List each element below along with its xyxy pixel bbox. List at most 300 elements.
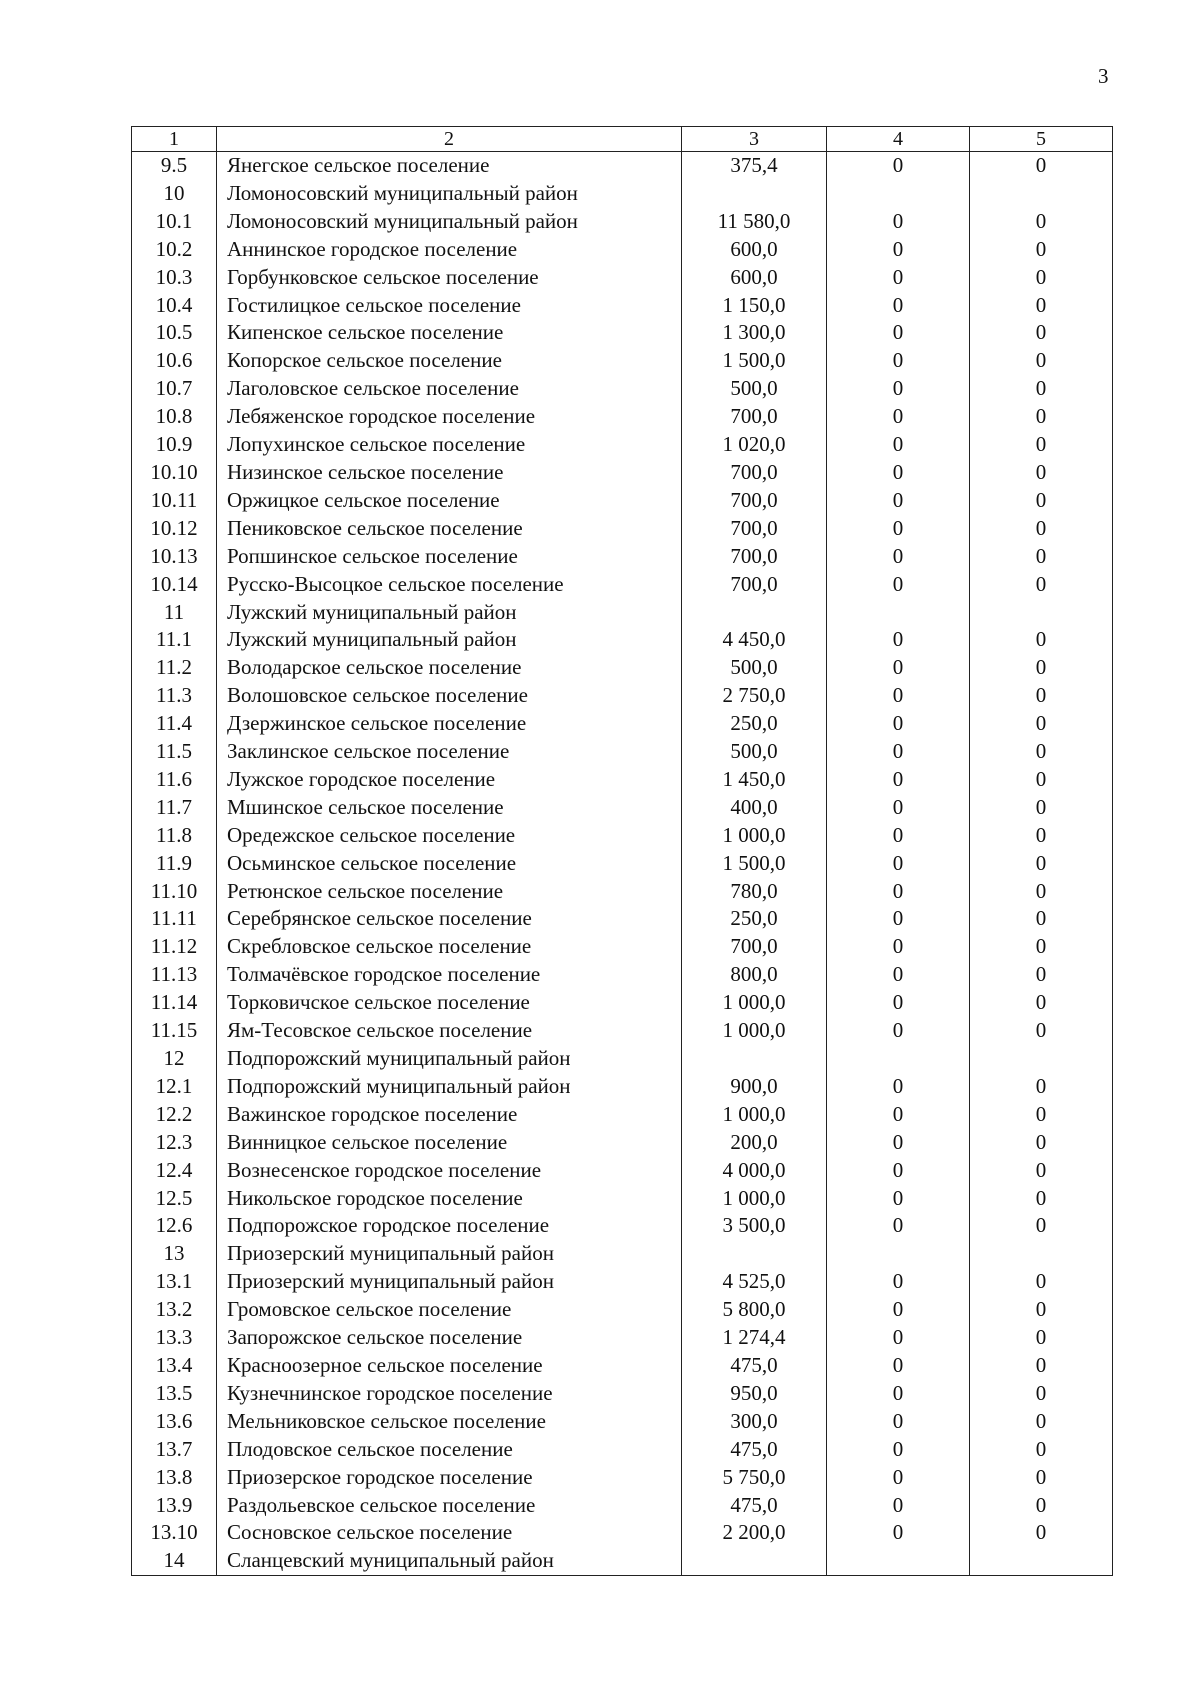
municipality-name: Мельниковское сельское поселение bbox=[217, 1408, 682, 1436]
amount-col4 bbox=[827, 1547, 970, 1575]
amount-col4: 0 bbox=[827, 710, 970, 738]
municipality-name: Приозерское городское поселение bbox=[217, 1464, 682, 1492]
amount-col3: 5 800,0 bbox=[682, 1296, 827, 1324]
amount-col4: 0 bbox=[827, 682, 970, 710]
row-number: 13.1 bbox=[132, 1268, 217, 1296]
row-number: 13.5 bbox=[132, 1380, 217, 1408]
amount-col4: 0 bbox=[827, 292, 970, 320]
amount-col3: 600,0 bbox=[682, 264, 827, 292]
amount-col3: 900,0 bbox=[682, 1073, 827, 1101]
municipality-name: Громовское сельское поселение bbox=[217, 1296, 682, 1324]
amount-col4: 0 bbox=[827, 319, 970, 347]
table-row bbox=[132, 571, 1113, 599]
row-number: 10.12 bbox=[132, 515, 217, 543]
table-body bbox=[132, 152, 1113, 1576]
amount-col3: 1 000,0 bbox=[682, 989, 827, 1017]
municipality-name: Лужский муниципальный район bbox=[217, 599, 682, 627]
table-row bbox=[132, 682, 1113, 710]
amount-col3: 700,0 bbox=[682, 515, 827, 543]
municipality-name: Ропшинское сельское поселение bbox=[217, 543, 682, 571]
row-number: 11 bbox=[132, 599, 217, 627]
table-row bbox=[132, 989, 1113, 1017]
amount-col5: 0 bbox=[970, 319, 1113, 347]
amount-col5: 0 bbox=[970, 850, 1113, 878]
municipality-name: Гостилицкое сельское поселение bbox=[217, 292, 682, 320]
row-number: 13.7 bbox=[132, 1436, 217, 1464]
amount-col5: 0 bbox=[970, 710, 1113, 738]
amount-col5: 0 bbox=[970, 766, 1113, 794]
municipality-name: Подпорожский муниципальный район bbox=[217, 1045, 682, 1073]
municipality-name: Волошовское сельское поселение bbox=[217, 682, 682, 710]
table-row bbox=[132, 1436, 1113, 1464]
municipality-name: Скребловское сельское поселение bbox=[217, 933, 682, 961]
row-number: 11.2 bbox=[132, 654, 217, 682]
amount-col3: 1 500,0 bbox=[682, 850, 827, 878]
table-row bbox=[132, 1129, 1113, 1157]
table-row bbox=[132, 1073, 1113, 1101]
row-number: 11.9 bbox=[132, 850, 217, 878]
table-row bbox=[132, 1296, 1113, 1324]
amount-col4: 0 bbox=[827, 403, 970, 431]
amount-col5: 0 bbox=[970, 459, 1113, 487]
amount-col3: 1 000,0 bbox=[682, 822, 827, 850]
amount-col3: 500,0 bbox=[682, 654, 827, 682]
amount-col4: 0 bbox=[827, 1129, 970, 1157]
municipality-name: Лужское городское поселение bbox=[217, 766, 682, 794]
municipality-name: Копорское сельское поселение bbox=[217, 347, 682, 375]
amount-col5: 0 bbox=[970, 905, 1113, 933]
amount-col4: 0 bbox=[827, 654, 970, 682]
row-number: 14 bbox=[132, 1547, 217, 1575]
amount-col3: 1 300,0 bbox=[682, 319, 827, 347]
municipality-name: Вознесенское городское поселение bbox=[217, 1157, 682, 1185]
amount-col4: 0 bbox=[827, 431, 970, 459]
amount-col3: 475,0 bbox=[682, 1436, 827, 1464]
amount-col4: 0 bbox=[827, 738, 970, 766]
amount-col5: 0 bbox=[970, 961, 1113, 989]
row-number: 13 bbox=[132, 1240, 217, 1268]
row-number: 10.2 bbox=[132, 236, 217, 264]
amount-col5: 0 bbox=[970, 1436, 1113, 1464]
amount-col4: 0 bbox=[827, 1185, 970, 1213]
amount-col5: 0 bbox=[970, 1212, 1113, 1240]
municipality-name: Сосновское сельское поселение bbox=[217, 1519, 682, 1547]
table-row bbox=[132, 1547, 1113, 1575]
amount-col5: 0 bbox=[970, 236, 1113, 264]
amount-col5: 0 bbox=[970, 1073, 1113, 1101]
table-row bbox=[132, 1017, 1113, 1045]
amount-col4: 0 bbox=[827, 1352, 970, 1380]
row-number: 11.15 bbox=[132, 1017, 217, 1045]
amount-col3: 2 750,0 bbox=[682, 682, 827, 710]
row-number: 11.14 bbox=[132, 989, 217, 1017]
municipality-name: Кузнечнинское городское поселение bbox=[217, 1380, 682, 1408]
amount-col3: 4 525,0 bbox=[682, 1268, 827, 1296]
amount-col3: 475,0 bbox=[682, 1352, 827, 1380]
table-row bbox=[132, 208, 1113, 236]
amount-col5: 0 bbox=[970, 933, 1113, 961]
page-number: 3 bbox=[1098, 64, 1109, 88]
amount-col3 bbox=[682, 1045, 827, 1073]
amount-col3: 1 450,0 bbox=[682, 766, 827, 794]
amount-col5: 0 bbox=[970, 1268, 1113, 1296]
municipality-name: Приозерский муниципальный район bbox=[217, 1240, 682, 1268]
table-row bbox=[132, 1492, 1113, 1520]
table-row bbox=[132, 1185, 1113, 1213]
table-row bbox=[132, 766, 1113, 794]
table-header-row bbox=[132, 127, 1113, 152]
amount-col5: 0 bbox=[970, 738, 1113, 766]
table-row bbox=[132, 626, 1113, 654]
amount-col3 bbox=[682, 1240, 827, 1268]
amount-col4: 0 bbox=[827, 236, 970, 264]
municipality-name: Горбунковское сельское поселение bbox=[217, 264, 682, 292]
amount-col3: 250,0 bbox=[682, 905, 827, 933]
amount-col4: 0 bbox=[827, 989, 970, 1017]
table-row bbox=[132, 905, 1113, 933]
municipality-name: Янегское сельское поселение bbox=[217, 152, 682, 180]
row-number: 10.7 bbox=[132, 375, 217, 403]
amount-col5: 0 bbox=[970, 794, 1113, 822]
table-row bbox=[132, 236, 1113, 264]
table-row bbox=[132, 180, 1113, 208]
municipality-name: Дзержинское сельское поселение bbox=[217, 710, 682, 738]
amount-col5 bbox=[970, 180, 1113, 208]
amount-col4: 0 bbox=[827, 822, 970, 850]
amount-col5: 0 bbox=[970, 1380, 1113, 1408]
municipality-name: Никольское городское поселение bbox=[217, 1185, 682, 1213]
amount-col5: 0 bbox=[970, 1519, 1113, 1547]
table-row bbox=[132, 794, 1113, 822]
amount-col5: 0 bbox=[970, 431, 1113, 459]
amount-col4 bbox=[827, 1240, 970, 1268]
municipality-name: Торковичское сельское поселение bbox=[217, 989, 682, 1017]
amount-col3: 5 750,0 bbox=[682, 1464, 827, 1492]
row-number: 11.8 bbox=[132, 822, 217, 850]
table-row bbox=[132, 152, 1113, 180]
row-number: 10.13 bbox=[132, 543, 217, 571]
row-number: 12.3 bbox=[132, 1129, 217, 1157]
amount-col4: 0 bbox=[827, 961, 970, 989]
amount-col4: 0 bbox=[827, 1436, 970, 1464]
table-row bbox=[132, 1464, 1113, 1492]
amount-col5: 0 bbox=[970, 403, 1113, 431]
table-row bbox=[132, 375, 1113, 403]
municipality-name: Оржицкое сельское поселение bbox=[217, 487, 682, 515]
amount-col5: 0 bbox=[970, 152, 1113, 180]
amount-col4: 0 bbox=[827, 933, 970, 961]
amount-col4: 0 bbox=[827, 459, 970, 487]
municipality-name: Серебрянское сельское поселение bbox=[217, 905, 682, 933]
table-row bbox=[132, 347, 1113, 375]
row-number: 10.11 bbox=[132, 487, 217, 515]
amount-col5: 0 bbox=[970, 1352, 1113, 1380]
municipality-name: Кипенское сельское поселение bbox=[217, 319, 682, 347]
amount-col4: 0 bbox=[827, 766, 970, 794]
municipality-name: Ям-Тесовское сельское поселение bbox=[217, 1017, 682, 1045]
amount-col3: 700,0 bbox=[682, 487, 827, 515]
amount-col5: 0 bbox=[970, 654, 1113, 682]
amount-col3: 1 000,0 bbox=[682, 1101, 827, 1129]
amount-col5: 0 bbox=[970, 487, 1113, 515]
municipality-name: Сланцевский муниципальный район bbox=[217, 1547, 682, 1575]
amount-col4: 0 bbox=[827, 571, 970, 599]
amount-col3 bbox=[682, 599, 827, 627]
column-header-1: 1 bbox=[132, 127, 217, 152]
row-number: 12.6 bbox=[132, 1212, 217, 1240]
amount-col5: 0 bbox=[970, 1101, 1113, 1129]
amount-col3: 700,0 bbox=[682, 543, 827, 571]
table-row bbox=[132, 515, 1113, 543]
amount-col5: 0 bbox=[970, 208, 1113, 236]
row-number: 10.6 bbox=[132, 347, 217, 375]
amount-col3: 700,0 bbox=[682, 571, 827, 599]
amount-col5: 0 bbox=[970, 1185, 1113, 1213]
amount-col3: 800,0 bbox=[682, 961, 827, 989]
row-number: 10.4 bbox=[132, 292, 217, 320]
row-number: 10.9 bbox=[132, 431, 217, 459]
row-number: 11.1 bbox=[132, 626, 217, 654]
municipality-name: Осьминское сельское поселение bbox=[217, 850, 682, 878]
row-number: 11.11 bbox=[132, 905, 217, 933]
amount-col4: 0 bbox=[827, 1157, 970, 1185]
municipality-name: Лопухинское сельское поселение bbox=[217, 431, 682, 459]
amount-col3: 1 020,0 bbox=[682, 431, 827, 459]
amount-col3: 700,0 bbox=[682, 933, 827, 961]
amount-col5: 0 bbox=[970, 1408, 1113, 1436]
row-number: 11.10 bbox=[132, 878, 217, 906]
table-row bbox=[132, 850, 1113, 878]
amount-col4 bbox=[827, 1045, 970, 1073]
municipality-name: Красноозерное сельское поселение bbox=[217, 1352, 682, 1380]
amount-col4: 0 bbox=[827, 515, 970, 543]
column-header-5: 5 bbox=[970, 127, 1113, 152]
amount-col5: 0 bbox=[970, 1492, 1113, 1520]
amount-col3: 475,0 bbox=[682, 1492, 827, 1520]
row-number: 11.6 bbox=[132, 766, 217, 794]
row-number: 12.5 bbox=[132, 1185, 217, 1213]
amount-col5 bbox=[970, 1547, 1113, 1575]
row-number: 12.1 bbox=[132, 1073, 217, 1101]
amount-col5: 0 bbox=[970, 1324, 1113, 1352]
row-number: 11.12 bbox=[132, 933, 217, 961]
row-number: 10.5 bbox=[132, 319, 217, 347]
municipality-name: Лебяженское городское поселение bbox=[217, 403, 682, 431]
table-row bbox=[132, 1519, 1113, 1547]
municipality-name: Подпорожский муниципальный район bbox=[217, 1073, 682, 1101]
amount-col5: 0 bbox=[970, 347, 1113, 375]
municipality-name: Лаголовское сельское поселение bbox=[217, 375, 682, 403]
municipality-name: Лужский муниципальный район bbox=[217, 626, 682, 654]
municipality-name: Важинское городское поселение bbox=[217, 1101, 682, 1129]
table-row bbox=[132, 459, 1113, 487]
row-number: 10.10 bbox=[132, 459, 217, 487]
row-number: 11.13 bbox=[132, 961, 217, 989]
amount-col3: 500,0 bbox=[682, 738, 827, 766]
amount-col3: 1 000,0 bbox=[682, 1017, 827, 1045]
municipality-name: Русско-Высоцкое сельское поселение bbox=[217, 571, 682, 599]
amount-col4 bbox=[827, 599, 970, 627]
amount-col3: 500,0 bbox=[682, 375, 827, 403]
amount-col4: 0 bbox=[827, 878, 970, 906]
table-row bbox=[132, 431, 1113, 459]
row-number: 11.4 bbox=[132, 710, 217, 738]
table-row bbox=[132, 1101, 1113, 1129]
amount-col5: 0 bbox=[970, 682, 1113, 710]
table-row bbox=[132, 1352, 1113, 1380]
municipality-name: Ломоносовский муниципальный район bbox=[217, 208, 682, 236]
amount-col4: 0 bbox=[827, 1408, 970, 1436]
row-number: 13.6 bbox=[132, 1408, 217, 1436]
row-number: 13.9 bbox=[132, 1492, 217, 1520]
row-number: 13.8 bbox=[132, 1464, 217, 1492]
amount-col3: 4 450,0 bbox=[682, 626, 827, 654]
municipality-name: Пениковское сельское поселение bbox=[217, 515, 682, 543]
amount-col4: 0 bbox=[827, 208, 970, 236]
allocation-table bbox=[131, 126, 1113, 1576]
amount-col3: 1 500,0 bbox=[682, 347, 827, 375]
amount-col5 bbox=[970, 1240, 1113, 1268]
amount-col5: 0 bbox=[970, 1129, 1113, 1157]
municipality-name: Оредежское сельское поселение bbox=[217, 822, 682, 850]
table-row bbox=[132, 264, 1113, 292]
amount-col4: 0 bbox=[827, 152, 970, 180]
amount-col4: 0 bbox=[827, 850, 970, 878]
municipality-name: Толмачёвское городское поселение bbox=[217, 961, 682, 989]
row-number: 13.3 bbox=[132, 1324, 217, 1352]
amount-col5: 0 bbox=[970, 1296, 1113, 1324]
table-row bbox=[132, 878, 1113, 906]
amount-col4: 0 bbox=[827, 1296, 970, 1324]
municipality-name: Аннинское городское поселение bbox=[217, 236, 682, 264]
amount-col3 bbox=[682, 1547, 827, 1575]
amount-col5: 0 bbox=[970, 1017, 1113, 1045]
amount-col4: 0 bbox=[827, 375, 970, 403]
amount-col5: 0 bbox=[970, 292, 1113, 320]
amount-col4: 0 bbox=[827, 1380, 970, 1408]
table-row bbox=[132, 1380, 1113, 1408]
amount-col5: 0 bbox=[970, 1464, 1113, 1492]
row-number: 12.2 bbox=[132, 1101, 217, 1129]
row-number: 11.7 bbox=[132, 794, 217, 822]
amount-col3: 700,0 bbox=[682, 459, 827, 487]
amount-col5: 0 bbox=[970, 571, 1113, 599]
amount-col4: 0 bbox=[827, 1017, 970, 1045]
table-row bbox=[132, 292, 1113, 320]
column-header-3: 3 bbox=[682, 127, 827, 152]
amount-col3: 1 000,0 bbox=[682, 1185, 827, 1213]
amount-col5: 0 bbox=[970, 989, 1113, 1017]
amount-col4: 0 bbox=[827, 1519, 970, 1547]
amount-col4: 0 bbox=[827, 626, 970, 654]
amount-col4: 0 bbox=[827, 1101, 970, 1129]
amount-col5: 0 bbox=[970, 878, 1113, 906]
table-row bbox=[132, 961, 1113, 989]
table-row bbox=[132, 1240, 1113, 1268]
row-number: 13.4 bbox=[132, 1352, 217, 1380]
amount-col5: 0 bbox=[970, 626, 1113, 654]
row-number: 11.3 bbox=[132, 682, 217, 710]
amount-col5: 0 bbox=[970, 822, 1113, 850]
amount-col3: 1 274,4 bbox=[682, 1324, 827, 1352]
municipality-name: Подпорожское городское поселение bbox=[217, 1212, 682, 1240]
row-number: 10 bbox=[132, 180, 217, 208]
table-row bbox=[132, 599, 1113, 627]
amount-col4: 0 bbox=[827, 905, 970, 933]
municipality-name: Заклинское сельское поселение bbox=[217, 738, 682, 766]
amount-col5 bbox=[970, 1045, 1113, 1073]
table-row bbox=[132, 654, 1113, 682]
amount-col5: 0 bbox=[970, 543, 1113, 571]
amount-col3: 400,0 bbox=[682, 794, 827, 822]
amount-col5: 0 bbox=[970, 515, 1113, 543]
amount-col3: 950,0 bbox=[682, 1380, 827, 1408]
amount-col3: 300,0 bbox=[682, 1408, 827, 1436]
municipality-name: Запорожское сельское поселение bbox=[217, 1324, 682, 1352]
municipality-name: Приозерский муниципальный район bbox=[217, 1268, 682, 1296]
municipality-name: Володарское сельское поселение bbox=[217, 654, 682, 682]
municipality-name: Ломоносовский муниципальный район bbox=[217, 180, 682, 208]
municipality-name: Ретюнское сельское поселение bbox=[217, 878, 682, 906]
table-row bbox=[132, 319, 1113, 347]
amount-col3: 200,0 bbox=[682, 1129, 827, 1157]
amount-col4: 0 bbox=[827, 543, 970, 571]
amount-col3 bbox=[682, 180, 827, 208]
table-row bbox=[132, 1268, 1113, 1296]
row-number: 13.2 bbox=[132, 1296, 217, 1324]
municipality-name: Мшинское сельское поселение bbox=[217, 794, 682, 822]
municipality-name: Низинское сельское поселение bbox=[217, 459, 682, 487]
row-number: 10.8 bbox=[132, 403, 217, 431]
column-header-2: 2 bbox=[217, 127, 682, 152]
table-row bbox=[132, 1045, 1113, 1073]
amount-col5: 0 bbox=[970, 264, 1113, 292]
row-number: 10.3 bbox=[132, 264, 217, 292]
column-header-4: 4 bbox=[827, 127, 970, 152]
row-number: 12 bbox=[132, 1045, 217, 1073]
municipality-name: Раздольевское сельское поселение bbox=[217, 1492, 682, 1520]
amount-col3: 700,0 bbox=[682, 403, 827, 431]
amount-col4: 0 bbox=[827, 1268, 970, 1296]
row-number: 13.10 bbox=[132, 1519, 217, 1547]
amount-col3: 600,0 bbox=[682, 236, 827, 264]
table-row bbox=[132, 1157, 1113, 1185]
row-number: 10.14 bbox=[132, 571, 217, 599]
amount-col5: 0 bbox=[970, 375, 1113, 403]
table-row bbox=[132, 738, 1113, 766]
table-row bbox=[132, 822, 1113, 850]
amount-col3: 11 580,0 bbox=[682, 208, 827, 236]
amount-col4: 0 bbox=[827, 347, 970, 375]
amount-col3: 3 500,0 bbox=[682, 1212, 827, 1240]
amount-col3: 375,4 bbox=[682, 152, 827, 180]
amount-col4: 0 bbox=[827, 487, 970, 515]
amount-col4: 0 bbox=[827, 1073, 970, 1101]
amount-col4: 0 bbox=[827, 264, 970, 292]
amount-col5: 0 bbox=[970, 1157, 1113, 1185]
amount-col3: 250,0 bbox=[682, 710, 827, 738]
amount-col4: 0 bbox=[827, 1324, 970, 1352]
amount-col4: 0 bbox=[827, 1212, 970, 1240]
amount-col4: 0 bbox=[827, 1464, 970, 1492]
amount-col3: 780,0 bbox=[682, 878, 827, 906]
table-row bbox=[132, 933, 1113, 961]
table-row bbox=[132, 487, 1113, 515]
table-row bbox=[132, 710, 1113, 738]
row-number: 9.5 bbox=[132, 152, 217, 180]
amount-col4: 0 bbox=[827, 794, 970, 822]
amount-col3: 2 200,0 bbox=[682, 1519, 827, 1547]
